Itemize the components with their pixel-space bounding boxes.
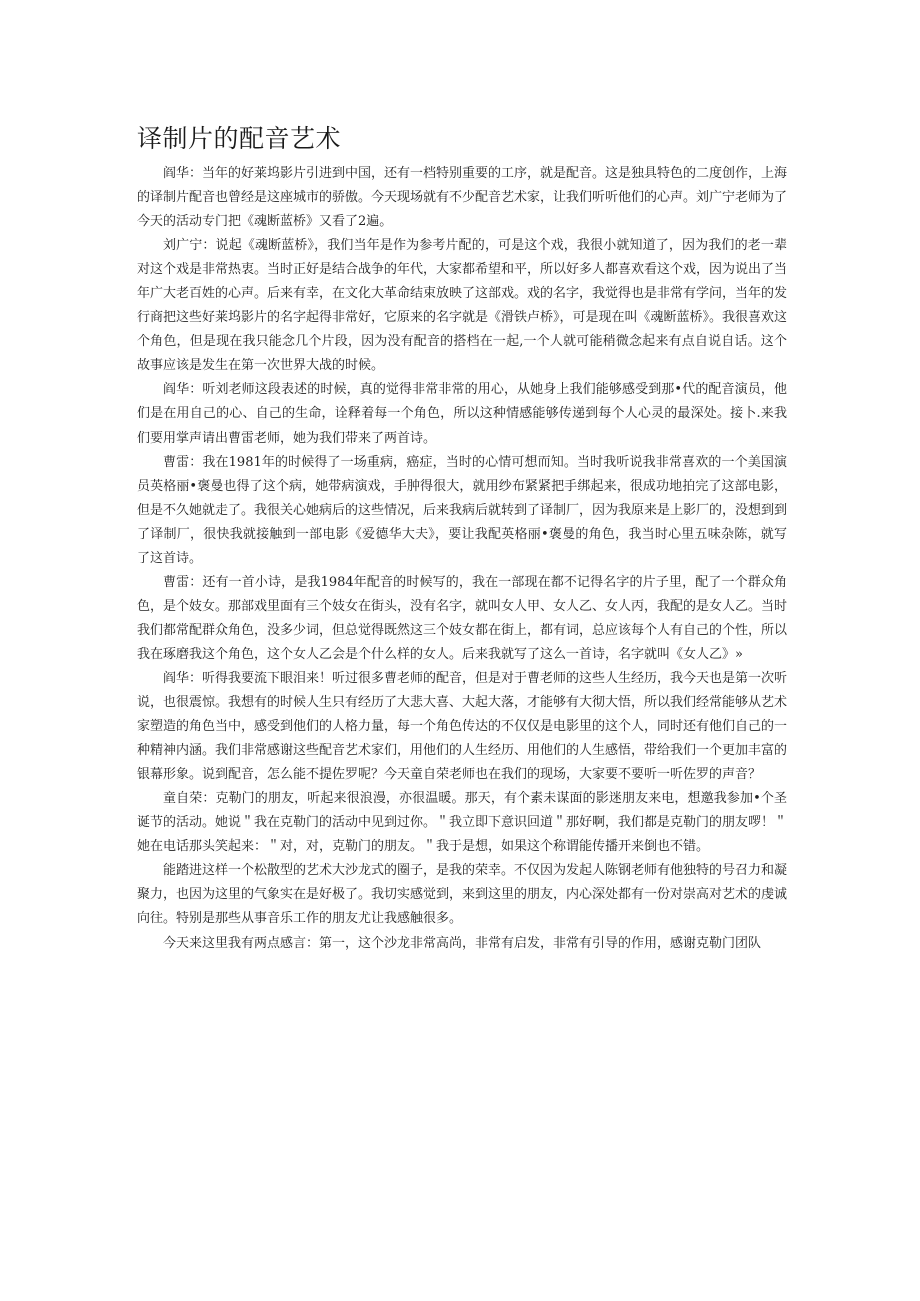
- paragraph-yanhua-intro: 阎华：当年的好莱坞影片引进到中国，还有一档特别重要的工序，就是配音。这是独具特色的二度创作，上海的译制片配音也曾经是这座城市的骄傲。今天现场就有不少配音艺术家，让我们听听他们的心声。刘广宁老师为了今天的活动专门把《魂断蓝桥》又看了2遍。: [137, 166, 788, 230]
- paragraph-caolei-second-poem: 曹雷：还有一首小诗，是我1984年配音的时候写的，我在一部现在都不记得名字的片子里，配了一个群众角色，是个妓女。那部戏里面有三个妓女在街头，没有名字，就叫女人甲、女人乙、女人丙，我配的是女人乙。当时我们都常配群众角色，没多少词，但总觉得既然这三个妓女都在街上，都有词，总应该每个人有自己的个性，所以我在琢磨我这个角色，这个女人乙会是个什么样的女人。后来我就写了这么一首诗，名字就叫《女人乙》»: [137, 574, 788, 662]
- paragraph-tongzirong-salon: 能踏进这样一个松散型的艺术大沙龙式的圈子，是我的荣幸。不仅因为发起人陈钢老师有他独特的号召力和凝聚力，也因为这里的气象实在是好极了。我切实感觉到，来到这里的朋友，内心深处都有一份对崇高对艺术的虔诚向往。特别是那些从事音乐工作的朋友尤让我感触很多。: [137, 863, 788, 927]
- paragraph-liuguangning: 刘广宁：说起《魂断蓝桥》，我们当年是作为参考片配的，可是这个戏，我很小就知道了，因为我们的老一辈对这个戏是非常热衷。当时正好是结合战争的年代，大家都希望和平，所以好多人都喜欢看这个戏，因为说出了当年广大老百姓的心声。后来有幸，在文化大革命结束放映了这部戏。戏的名字，我觉得也是非常有学问，当年的发行商把这些好莱坞影片的名字起得非常好，它原来的名字就是《滑铁卢桥》，可是现在叫《魂断蓝桥》。我很喜欢这个角色，但是现在我只能念几个片段，因为没有配音的搭档在一起,一个人就可能稍微念起来有点自说自话。这个故事应该是发生在第一次世界大战的时候。: [137, 238, 788, 374]
- paragraph-yanhua-response: 阎华：听得我要流下眼泪来！听过很多曹老师的配音，但是对于曹老师的这些人生经历，我今天也是第一次听说，也很震惊。我想有的时候人生只有经历了大悲大喜、大起大落，才能够有大彻大悟，所以我们经常能够从艺术家塑造的角色当中，感受到他们的人格力量，每一个角色传达的不仅仅是电影里的这个人，同时还有他们自己的一种精神内涵。我们非常感谢这些配音艺术家们，用他们的人生经历、用他们的人生感悟，带给我们一个更加丰富的银幕形象。说到配音，怎么能不提佐罗呢？今天童自荣老师也在我们的现场，大家要不要听一听佐罗的声音？: [137, 670, 788, 783]
- paragraph-tongzirong-thoughts: 今天来这里我有两点感言：第一，这个沙龙非常高尚，非常有启发，非常有引导的作用，感谢克勒门团队: [163, 935, 762, 951]
- paragraph-caolei-first-poem: 曹雷：我在1981年的时候得了一场重病，癌症，当时的心情可想而知。当时我听说我非常喜欢的一个美国演员英格丽•褒曼也得了这个病，她带病演戏，手肿得很大，就用纱布紧紧把手绑起来，很成功地拍完了这部电影，但是不久她就走了。我很关心她病后的这些情况，后来我病后就转到了译制厂，因为我原来是上影厂的，没想到到了译制厂，很快我就接触到一部电影《爱德华大夫》，要让我配英格丽•褒曼的角色，我当时心里五味杂陈，就写了这首诗。: [137, 454, 788, 566]
- article-body: [137, 162, 787, 956]
- page-title: 译制片的配音艺术: [137, 124, 342, 153]
- paragraph-yanhua-transition: 阎华：听刘老师这段表述的时候，真的觉得非常非常的用心，从她身上我们能够感受到那•代的配音演员，他们是在用自己的心、自己的生命，诠释着每一个角色，所以这种情感能够传递到每个人心灵的最深处。接卜.来我们要用掌声请出曹雷老师，她为我们带来了两首诗。: [137, 382, 787, 446]
- paragraph-tongzirong-intro: 童自荣：克勒门的朋友，听起来很浪漫，亦很温暖。那天，有个素未谋面的影迷朋友来电，想邀我参加•个圣诞节的活动。她说＂我在克勒门的活动中见到过你。＂我立即下意识回道＂那好啊，我们都是克勒门的朋友啰！＂她在电话那头笑起来：＂对，对，克勒门的朋友。＂我于是想，如果这个称谓能传播开来倒也不错。: [137, 791, 788, 855]
